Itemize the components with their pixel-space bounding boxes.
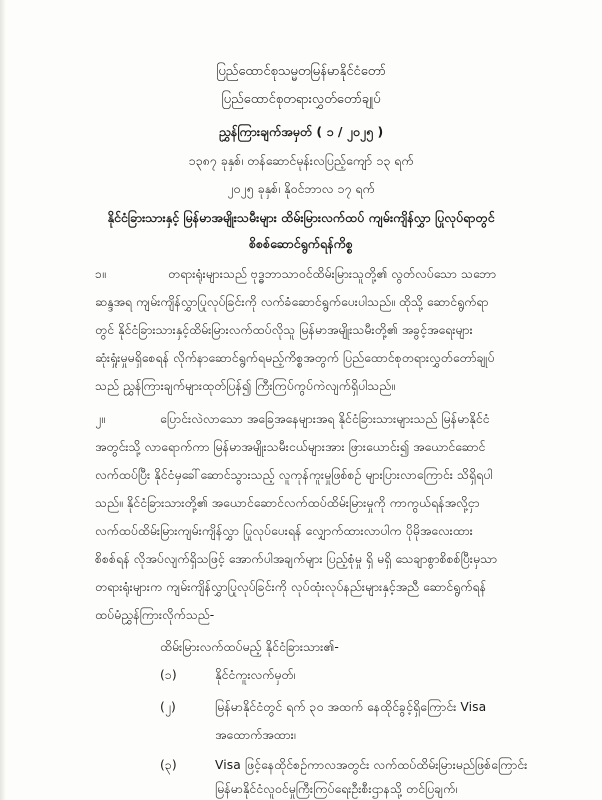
- para-2-line: ပြောင်းလဲလာသော အခြေအနေများအရ နိုင်ငံခြားသားများသည် မြန်မာနိုင်ငံ: [160, 412, 490, 426]
- para-2-line: ထပ်မံညွှန်ကြားလိုက်သည်-: [95, 608, 215, 622]
- subject-line-1: နိုင်ငံခြားသားနှင့် မြန်မာအမျိုးသမီးများ ထိမ်းမြားလက်ထပ် ကျမ်းကျိန်လွှာ ပြုလုပ်ရာတွင်: [107, 210, 495, 225]
- para-1-line: ဆန္ဒအရ ကျမ်းကျိန်လွှာပြုလုပ်ခြင်းကို လက်ခံဆောင်ရွက်ပေးပါသည်။ ထိုသို့ ဆောင်ရွက်ရာ: [95, 295, 489, 309]
- para-1-line: သည် ညွှန်ကြားချက်များထုတ်ပြန်၍ ကြီးကြပ်ကွပ်ကဲလျက်ရှိပါသည်။: [95, 379, 396, 393]
- list-item-text: မြန်မာနိုင်ငံလူဝင်မှုကြီးကြပ်ရေးဦးစီးဌာနသို့ တင်ပြချက်၊: [215, 782, 458, 796]
- date-myanmar: ၁၃၈၇ ခုနှစ်၊ တန်ဆောင်မုန်းလပြည့်ကျော် ၁၃ ရက်: [188, 153, 414, 168]
- para-2-number: ၂။: [95, 412, 105, 426]
- header-court-name: ပြည်ထောင်စုတရားလွှတ်တော်ချုပ်: [221, 92, 381, 107]
- list-item-text: Visa ဖြင့်နေထိုင်စဉ်ကာလအတွင်း လက်ထပ်ထိမ်းမြားမည်ဖြစ်ကြောင်း: [215, 758, 528, 772]
- para-2-line: သည်။ နိုင်ငံခြားသားတို့၏ အယောင်ဆောင်လက်ထပ်ထိမ်းမြားမှုကို ကာကွယ်ရန်အလို့ငှာ: [95, 496, 480, 510]
- list-intro: ထိမ်းမြားလက်ထပ်မည့် နိုင်ငံခြားသား၏-: [160, 640, 339, 654]
- list-item-number: (၃): [160, 758, 177, 772]
- date-gregorian: ၂၀၂၅ ခုနှစ်၊ နိုဝင်ဘာလ ၁၇ ရက်: [227, 181, 375, 196]
- para-2-line: အတွင်းသို့ လာရောက်ကာ မြန်မာအမျိုးသမီးငယ်များအား ဖြားယောင်း၍ အယောင်ဆောင်: [95, 440, 486, 454]
- para-2-line: လက်ထပ်ပြီး နိုင်ငံမှခေါ်ဆောင်သွားသည့် လူကုန်ကူးမှုဖြစ်စဉ် များပြားလာကြောင်း သိရှိရပါ: [95, 468, 493, 482]
- para-1-line: တရားရုံးများသည် ဗုဒ္ဓဘာသာဝင်ထိမ်းမြားသူတို့၏ လွတ်လပ်သော သဘော: [168, 267, 497, 281]
- para-1-line: ဆုံးရှုံးမှုမရှိစေရန် လိုက်နာဆောင်ရွက်ရမည့်ကိစ္စအတွက် ပြည်ထောင်စုတရားလွှတ်တော်ချုပ်: [95, 351, 495, 365]
- para-1-line: တွင် နိုင်ငံခြားသားနှင့်ထိမ်းမြားလက်ထပ်လိုသူ မြန်မာအမျိုးသမီးတို့၏ အခွင့်အရေးများ: [95, 323, 473, 337]
- scan-edge-shadow: [0, 0, 6, 800]
- list-item-text: နိုင်ငံကူးလက်မှတ်၊: [215, 668, 296, 682]
- list-item-number: (၂): [160, 700, 176, 714]
- list-item-text: အထောက်အထား၊: [215, 728, 296, 742]
- para-2-line: စိစစ်ရန် လိုအပ်လျက်ရှိသဖြင့် အောက်ပါအချက်များ ပြည့်စုံမှု ရှိ မရှိ သေချာစွာစိစစ်ပြီးမှသာ: [95, 552, 498, 566]
- para-2-line: တရားရုံးများက ကျမ်းကျိန်လွှာပြုလုပ်ခြင်းကို လုပ်ထုံးလုပ်နည်းများနှင့်အညီ ဆောင်ရွက်ရန်: [95, 580, 487, 594]
- notice-number: ညွှန်ကြားချက်အမှတ် ( ၁ / ၂၀၂၅ ): [218, 124, 384, 139]
- para-2-line: လက်ထပ်ထိမ်းမြားကျမ်းကျိန်လွှာ ပြုလုပ်ပေးရန် လျှောက်ထားလာပါက ပိုမိုအလေးထား: [95, 524, 473, 538]
- subject-line-2: စိစစ်ဆောင်ရွက်ရန်ကိစ္စ: [249, 236, 353, 251]
- list-item-number: (၁): [160, 668, 177, 682]
- header-country-name: ပြည်ထောင်စုသမ္မတမြန်မာနိုင်ငံတော်: [216, 64, 386, 79]
- para-1-number: ၁။: [95, 267, 106, 281]
- list-item-text: မြန်မာနိုင်ငံတွင် ရက် ၃၀ အထက် နေထိုင်ခွင့်ရှိကြောင်း Visa: [215, 700, 487, 714]
